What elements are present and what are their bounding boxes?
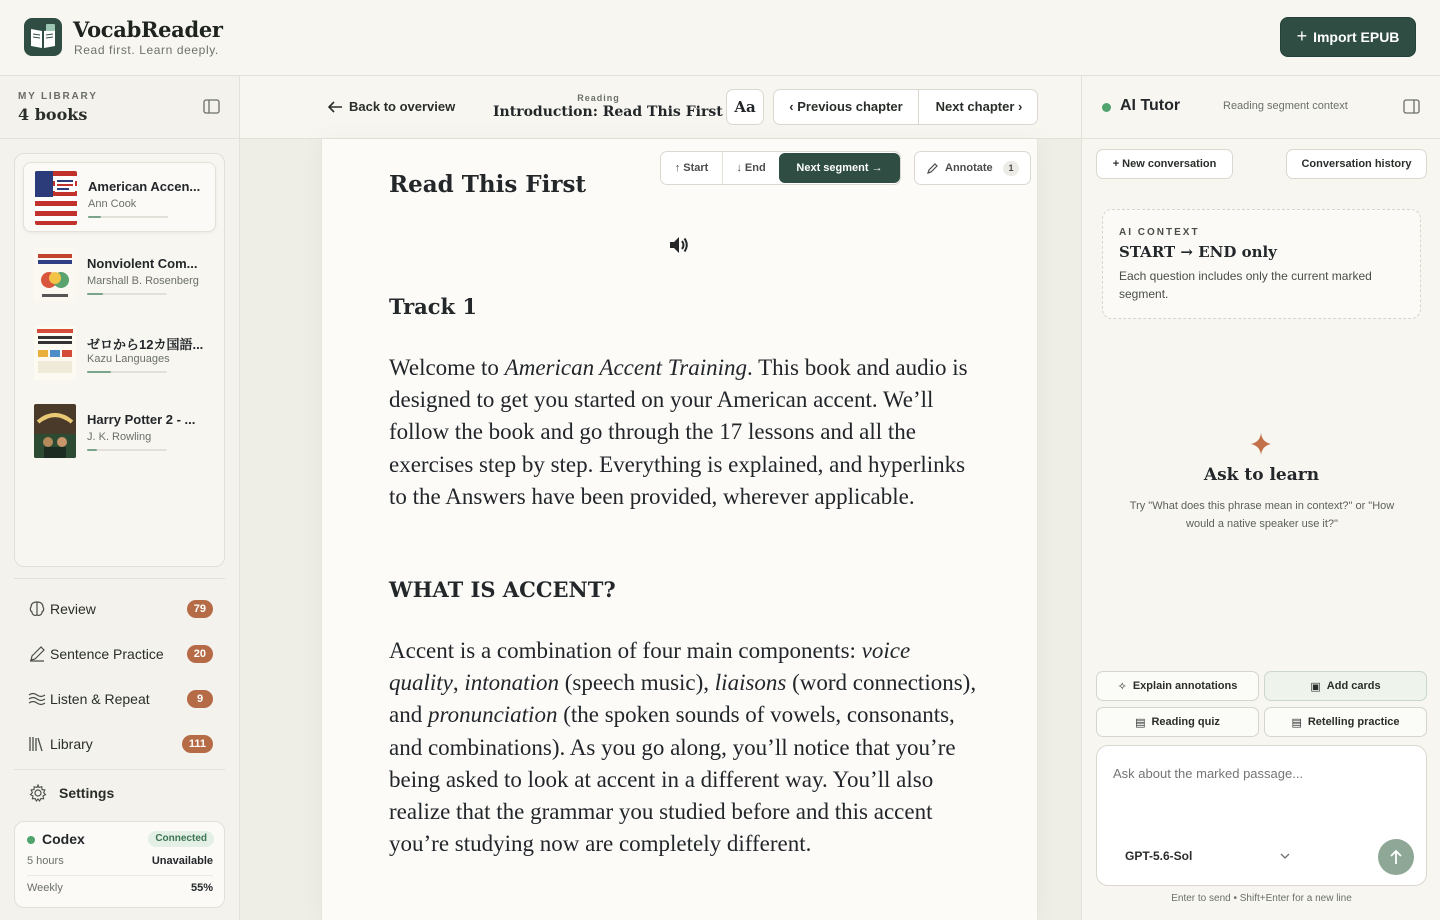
chevron-down-icon xyxy=(1279,844,1291,868)
model-select[interactable] xyxy=(1113,844,1293,868)
pen-icon xyxy=(28,645,46,663)
nav-item-listen-repeat[interactable] xyxy=(14,679,225,719)
section-heading: Read This First xyxy=(389,171,587,198)
sidebar-collapse-icon[interactable] xyxy=(203,99,220,114)
book-progress xyxy=(87,449,167,451)
chat-composer xyxy=(1096,745,1427,886)
arrow-up-icon: ↑ xyxy=(674,162,681,174)
divider xyxy=(27,875,213,876)
annotate-button[interactable] xyxy=(914,151,1031,185)
chapter-label: Reading xyxy=(577,93,620,103)
app-logo xyxy=(24,18,62,56)
usage-row xyxy=(27,855,213,867)
book-cover xyxy=(34,248,76,302)
retelling-practice-button[interactable] xyxy=(1264,707,1427,737)
tutor-title: AI Tutor xyxy=(1120,97,1181,114)
nav-item-library[interactable] xyxy=(14,724,225,764)
action-label: Reading quiz xyxy=(1151,716,1220,728)
back-label: Back to overview xyxy=(349,99,456,114)
sparkle-icon xyxy=(1251,433,1271,455)
tutor-context-note: Reading segment context xyxy=(1223,100,1348,112)
usage-label: Weekly xyxy=(27,882,63,894)
next-segment-button[interactable] xyxy=(779,153,900,183)
action-label: Add cards xyxy=(1326,680,1381,692)
annotate-label: Annotate xyxy=(945,162,993,174)
book-title: American Accen... xyxy=(88,179,201,194)
chapter-navigation xyxy=(773,89,1038,125)
chapter-title: Introduction: Read This First xyxy=(493,104,723,120)
app-tagline: Read first. Learn deeply. xyxy=(74,43,219,57)
usage-value: Unavailable xyxy=(151,855,213,867)
book-item[interactable] xyxy=(23,396,216,466)
nav-item-sentence-practice[interactable] xyxy=(14,634,225,674)
reading-quiz-button[interactable] xyxy=(1096,707,1259,737)
library-label: MY LIBRARY xyxy=(18,91,98,102)
book-item[interactable] xyxy=(23,162,216,232)
next-segment-label: Next segment xyxy=(796,162,869,174)
book-author: Kazu Languages xyxy=(87,353,170,365)
start-label: Start xyxy=(683,162,709,174)
book-cover xyxy=(35,171,77,225)
status-badge: Connected xyxy=(148,831,214,847)
brain-icon xyxy=(28,600,46,618)
send-button[interactable] xyxy=(1378,839,1414,875)
gear-icon xyxy=(29,784,47,802)
mark-start-button[interactable] xyxy=(661,152,723,184)
book-item[interactable] xyxy=(23,240,216,310)
chat-icon: ▤ xyxy=(1291,716,1302,729)
chevron-left-icon: ‹ xyxy=(789,99,794,114)
paragraph: Accent is a combination of four main components: voice quality, intonation (speech music), liaisons (word connections), and pronunciation (the spoken sounds of vowels, consonants, and combinations). As you go along, you’ll notice that you’re being asked to look at accent in a different way. You’ll also realize that the grammar you studied before and this accent you’re studying now are completely different. xyxy=(389,638,977,857)
book-progress xyxy=(87,371,167,373)
settings-button[interactable] xyxy=(14,777,225,809)
books-icon xyxy=(28,735,46,753)
book-title: Harry Potter 2 - ... xyxy=(87,412,196,427)
usage-label: 5 hours xyxy=(27,855,64,867)
top-bar xyxy=(0,0,1440,76)
context-title: START → END only xyxy=(1119,243,1277,261)
online-dot xyxy=(27,836,35,844)
count-badge: 79 xyxy=(187,600,213,618)
context-description: Each question includes only the current marked segment. xyxy=(1119,269,1372,301)
pencil-icon xyxy=(927,162,939,174)
new-conversation-label: New conversation xyxy=(1122,158,1217,170)
divider xyxy=(14,769,225,770)
arrow-up-icon xyxy=(1389,849,1403,865)
arrow-down-icon: ↓ xyxy=(736,162,742,174)
next-chapter-button[interactable] xyxy=(920,90,1038,124)
annotation-count: 1 xyxy=(1003,161,1019,176)
codex-name: Codex xyxy=(42,831,85,847)
reader-toolbar xyxy=(240,76,1081,139)
panel-toggle-icon[interactable] xyxy=(1403,99,1420,114)
add-cards-button[interactable] xyxy=(1264,671,1427,701)
count-badge: 111 xyxy=(182,735,213,753)
plus-icon: + xyxy=(1296,25,1308,46)
book-cover xyxy=(34,404,76,458)
back-to-overview-button[interactable] xyxy=(328,99,455,114)
nav-label: Library xyxy=(50,736,93,752)
model-name: GPT-5.6-Sol xyxy=(1125,849,1193,863)
import-epub-button[interactable] xyxy=(1280,17,1416,57)
reading-page xyxy=(321,139,1038,920)
arrow-left-icon xyxy=(328,101,343,113)
book-author: Marshall B. Rosenberg xyxy=(87,275,199,287)
new-conversation-button[interactable] xyxy=(1096,149,1233,179)
book-title: ゼロから12カ国語... xyxy=(87,337,204,352)
plus-icon: + xyxy=(1112,158,1123,170)
codex-status-card xyxy=(14,821,225,908)
usage-row xyxy=(27,882,213,894)
paragraph: Welcome to American Accent Training. This book and audio is designed to get you started on your American accent. We’ll follow the book and go through the 17 lessons and all the exercises step by step. Everything is explained, and hyperlinks to the Answers have been provided, wherever applicable. xyxy=(389,355,968,509)
library-count: 4 books xyxy=(18,105,88,124)
chat-input[interactable] xyxy=(1113,766,1403,781)
conversation-history-button[interactable]: Conversation history xyxy=(1286,149,1427,179)
empty-state-title: Ask to learn xyxy=(1203,465,1320,485)
nav-item-review[interactable] xyxy=(14,589,225,629)
ai-tutor-panel xyxy=(1081,76,1440,920)
chevron-right-icon: › xyxy=(1018,99,1023,114)
book-item[interactable] xyxy=(23,318,216,388)
divider xyxy=(14,578,225,579)
mark-end-button[interactable] xyxy=(723,152,779,184)
track-heading: Track 1 xyxy=(389,294,478,319)
tutor-header xyxy=(1082,76,1440,139)
library-sidebar xyxy=(0,76,240,920)
context-label: AI CONTEXT xyxy=(1119,227,1200,238)
book-title: Nonviolent Com... xyxy=(87,256,198,271)
divider xyxy=(0,138,240,139)
nav-label: Review xyxy=(50,601,96,617)
count-badge: 9 xyxy=(187,690,213,708)
speaker-icon[interactable] xyxy=(667,233,691,257)
card-icon: ▣ xyxy=(1310,680,1321,693)
nav-label: Listen & Repeat xyxy=(50,691,150,707)
ai-context-card xyxy=(1102,209,1421,319)
book-author: Ann Cook xyxy=(88,198,137,210)
accent-heading: WHAT IS ACCENT? xyxy=(389,577,616,602)
book-icon xyxy=(29,24,57,50)
next-chapter-label: Next chapter xyxy=(935,99,1015,114)
nav-label: Sentence Practice xyxy=(50,646,164,662)
waves-icon xyxy=(28,690,46,708)
settings-label: Settings xyxy=(59,785,115,801)
usage-value: 55% xyxy=(190,882,213,894)
explain-annotations-button[interactable] xyxy=(1096,671,1259,701)
segment-toolbar xyxy=(660,151,901,185)
arrow-right-icon: → xyxy=(871,162,883,174)
online-dot xyxy=(1102,103,1111,112)
import-epub-label: Import EPUB xyxy=(1313,29,1400,45)
book-author: J. K. Rowling xyxy=(87,431,152,443)
sparkle-icon: ✧ xyxy=(1117,680,1127,693)
book-list xyxy=(14,153,225,567)
action-label: Retelling practice xyxy=(1307,716,1400,728)
book-progress xyxy=(88,216,168,218)
count-badge: 20 xyxy=(187,645,213,663)
previous-chapter-button[interactable] xyxy=(774,90,919,124)
end-label: End xyxy=(744,162,766,174)
font-settings-button[interactable]: Aa xyxy=(726,89,764,125)
keyboard-hint: Enter to send • Shift+Enter for a new line xyxy=(1171,893,1352,904)
app-title: VocabReader xyxy=(73,17,223,42)
document-icon: ▤ xyxy=(1135,716,1146,729)
book-progress xyxy=(87,293,167,295)
action-label: Explain annotations xyxy=(1132,680,1238,692)
previous-chapter-label: Previous chapter xyxy=(797,99,903,114)
book-cover xyxy=(34,326,76,380)
empty-state-hint: Try "What does this phrase mean in context?" or "How would a native speaker use it?" xyxy=(1129,500,1395,530)
